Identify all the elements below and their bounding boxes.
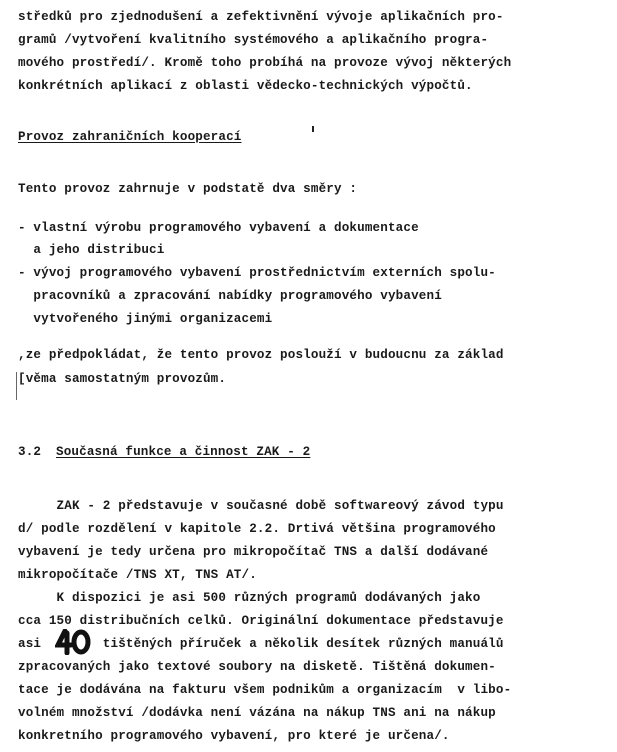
chapter-number: 3.2 bbox=[18, 445, 42, 459]
body-line: K dispozici je asi 500 různých programů dodávaných jako bbox=[18, 591, 481, 605]
chapter-title: Současná funkce a činnost ZAK - 2 bbox=[56, 445, 311, 459]
paragraph-line: konkrétních aplikací z oblasti vědecko-technických výpočtů. bbox=[18, 79, 473, 93]
handwritten-number-drawing bbox=[55, 629, 91, 655]
section-heading: Provoz zahraničních kooperací bbox=[18, 130, 242, 144]
intro-line: Tento provoz zahrnuje v podstatě dva směry : bbox=[18, 182, 358, 196]
paragraph-line: mového prostředí/. Kromě toho probíhá na provoze vývoj některých bbox=[18, 56, 512, 70]
closing-line: [věma samostatným provozům. bbox=[18, 372, 227, 386]
paragraph-line: gramů /vytvoření kvalitního systémového a aplikačního progra- bbox=[18, 33, 489, 47]
body-line: d/ podle rozdělení v kapitole 2.2. Drtivá většina programového bbox=[18, 522, 496, 536]
handwritten-number bbox=[55, 629, 91, 655]
margin-mark bbox=[16, 372, 17, 400]
body-line: cca 150 distribučních celků. Originální dokumentace představuje bbox=[18, 614, 504, 628]
closing-line: ,ze předpokládat, že tento provoz poslouží v budoucnu za základ bbox=[18, 348, 504, 362]
bullet-line: pracovníků a zpracování nabídky programového vybavení bbox=[18, 289, 442, 303]
body-line: zpracovaných jako textové soubory na disketě. Tištěná dokumen- bbox=[18, 660, 496, 674]
bullet-line: - vývoj programového vybavení prostřednictvím externích spolu- bbox=[18, 266, 496, 280]
body-line: vybavení je tedy určena pro mikropočítač TNS a další dodávané bbox=[18, 545, 489, 559]
bullet-line: a jeho distribuci bbox=[18, 243, 165, 257]
body-line: tace je dodávána na fakturu všem podnikům a organizacím v libo- bbox=[18, 683, 512, 697]
body-line: mikropočítače /TNS XT, TNS AT/. bbox=[18, 568, 257, 582]
body-line: asi tištěných příruček a několik desítek různých manuálů bbox=[18, 637, 504, 651]
bullet-line: - vlastní výrobu programového vybavení a dokumentace bbox=[18, 221, 419, 235]
body-line: volném množství /dodávka není vázána na nákup TNS ani na nákup bbox=[18, 706, 496, 720]
stray-mark bbox=[312, 126, 314, 132]
bullet-line: vytvořeného jinými organizacemi bbox=[18, 312, 273, 326]
body-line: ZAK - 2 představuje v současné době softwareový závod typu bbox=[18, 499, 504, 513]
body-line: konkretního programového vybavení, pro které je určena/. bbox=[18, 729, 450, 743]
paragraph-line: středků pro zjednodušení a zefektivnění vývoje aplikačních pro- bbox=[18, 10, 504, 24]
